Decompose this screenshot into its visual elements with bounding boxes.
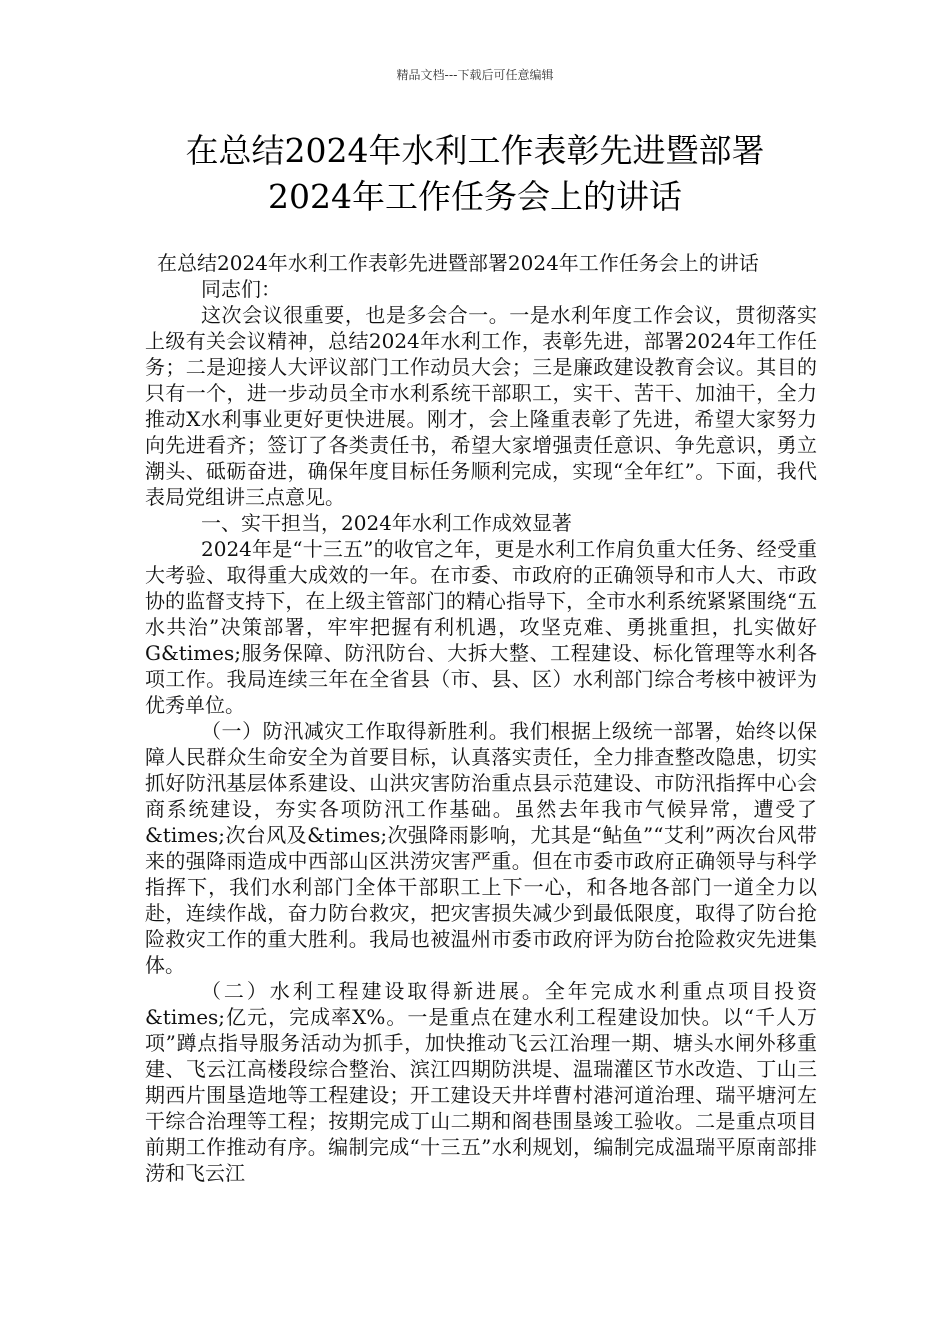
subtitle-paragraph: 在总结2024年水利工作表彰先进暨部署2024年工作任务会上的讲话 — [157, 251, 759, 275]
title-line-2: 2024年工作任务会上的讲话 — [268, 177, 682, 216]
body-paragraph: 2024年是“十三五”的收官之年，更是水利工作肩负重大任务、经受重大考验、取得重大成效的一年。在市委、市政府的正确领导和市人大、市政协的监督支持下，在上级主管部门的精心指导下，全市水利系统紧紧围绕“五水共治”决策部署，牢牢把握有利机遇，攻坚克难、勇挑重担，扎实做好G&times;服务保障、防汛防台、大拆大整、工程建设、标化管理等水利各项工作。我局连续三年在全省县（市、县、区）水利部门综合考核中被评为优秀单位。 — [145, 537, 817, 717]
document-body — [145, 250, 817, 1186]
page-watermark: 精品文档---下载后可任意编辑 — [396, 68, 554, 82]
title-line-1: 在总结2024年水利工作表彰先进暨部署 — [185, 131, 765, 170]
body-paragraph: （一）防汛减灾工作取得新胜利。我们根据上级统一部署，始终以保障人民群众生命安全为首要目标，认真落实责任，全力排查整改隐患，切实抓好防汛基层体系建设、山洪灾害防治重点县示范建设、市防汛指挥中心会商系统建设，夯实各项防汛工作基础。虽然去年我市气候异常，遭受了&times;次台风及&times;次强降雨影响，尤其是“鲇鱼”“艾利”两次台风带来的强降雨造成中西部山区洪涝灾害严重。但在市委市政府正确领导与科学指挥下，我们水利部门全体干部职工上下一心，和各地各部门一道全力以赴，连续作战，奋力防台救灾，把灾害损失减少到最低限度，取得了防台抢险救灾工作的重大胜利。我局也被温州市委市政府评为防台抢险救灾先进集体。 — [145, 719, 817, 977]
section-heading: 一、实干担当，2024年水利工作成效显著 — [201, 511, 572, 535]
body-paragraph: （二）水利工程建设取得新进展。全年完成水利重点项目投资&times;亿元，完成率X%。一是重点在建水利工程建设加快。以“千人万项”蹲点指导服务活动为抓手，加快推动飞云江治理一期、塘头水闸外移重建、飞云江高楼段综合整治、滨江四期防洪堤、温瑞灌区节水改造、丁山三期西片围垦造地等工程建设；开工建设天井垟曹村港河道治理、瑞平塘河左干综合治理等工程；按期完成丁山二期和阁巷围垦竣工验收。二是重点项目前期工作推动有序。编制完成“十三五”水利规划，编制完成温瑞平原南部排涝和飞云江 — [145, 979, 817, 1185]
document-title — [0, 128, 950, 220]
body-paragraph: 这次会议很重要，也是多会合一。一是水利年度工作会议，贯彻落实上级有关会议精神，总结2024年水利工作，表彰先进，部署2024年工作任务；二是迎接人大评议部门工作动员大会；三是廉政建设教育会议。其目的只有一个，进一步动员全市水利系统干部职工，实干、苦干、加油干，全力推动X水利事业更好更快进展。刚才，会上隆重表彰了先进，希望大家努力向先进看齐；签订了各类责任书，希望大家增强责任意识、争先意识，勇立潮头、砥砺奋进，确保年度目标任务顺利完成，实现“全年红”。下面，我代表局党组讲三点意见。 — [145, 303, 817, 509]
salutation: 同志们： — [201, 277, 281, 301]
